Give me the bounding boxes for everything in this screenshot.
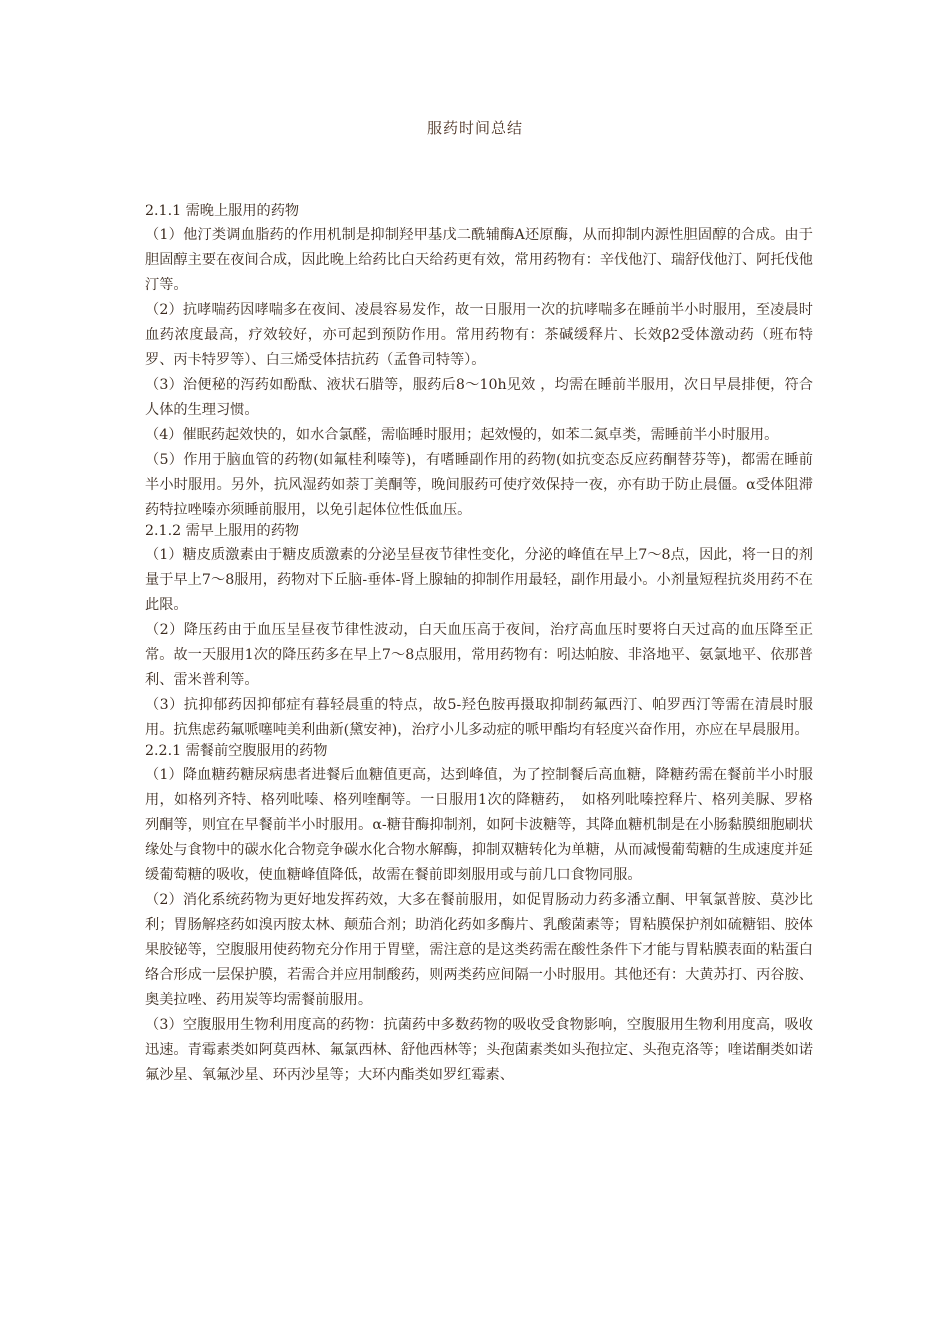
paragraph: （2）抗哮喘药因哮喘多在夜间、凌晨容易发作，故一日服用一次的抗哮喘多在睡前半小时服用，至凌晨时血药浓度最高，疗效较好，亦可起到预防作用。常用药物有：茶碱缓释片、长效β2受体激动药（班布特罗、丙卡特罗等）、白三烯受体拮抗药（孟鲁司特等）。 (145, 302, 813, 368)
paragraph: （1）糖皮质激素由于糖皮质激素的分泌呈昼夜节律性变化，分泌的峰值在早上7～8点，因此，将一日的剂量于早上7～8服用，药物对下丘脑-垂体-肾上腺轴的抑制作用最轻，副作用最小。小剂量短程抗炎用药不在此限。 (145, 547, 813, 613)
section-heading: 2.1.2 需早上服用的药物 (145, 523, 300, 539)
paragraph: （1）他汀类调血脂药的作用机制是抑制羟甲基戊二酰辅酶A还原酶，从而抑制内源性胆固醇的合成。由于胆固醇主要在夜间合成，因此晚上给药比白天给药更有效，常用药物有：辛伐他汀、瑞舒伐他汀、阿托伐他汀等。 (145, 227, 813, 293)
section-heading: 2.1.1 需晚上服用的药物 (145, 203, 300, 219)
paragraph: （3）抗抑郁药因抑郁症有暮轻晨重的特点，故5-羟色胺再摄取抑制药氟西汀、帕罗西汀等需在清晨时服用。抗焦虑药氟哌噻吨美利曲新(黛安神)，治疗小儿多动症的哌甲酯均有轻度兴奋作用，亦应在早晨服用。 (145, 697, 813, 738)
section-heading: 2.2.1 需餐前空腹服用的药物 (145, 743, 328, 759)
document-title: 服药时间总结 (426, 119, 523, 137)
paragraph: （3）空腹服用生物利用度高的药物：抗菌药中多数药物的吸收受食物影响，空腹服用生物利用度高，吸收迅速。青霉素类如阿莫西林、氟氯西林、舒他西林等；头孢菌素类如头孢拉定、头孢克洛等；喹诺酮类如诺氟沙星、氧氟沙星、环丙沙星等；大环内酯类如罗红霉素、 (145, 1017, 813, 1083)
paragraph: （1）降血糖药糖尿病患者进餐后血糖值更高，达到峰值，为了控制餐后高血糖，降糖药需在餐前半小时服用，如格列齐特、格列吡嗪、格列喹酮等。一日服用1次的降糖药， 如格列吡嗪控释片、格列美脲、罗格列酮等，则宜在早餐前半小时服用。α-糖苷酶抑制剂，如阿卡波糖等，其降血糖机制是在小肠黏膜细胞刷状缘处与食物中的碳水化合物竞争碳水化合物水解酶，抑制双糖转化为单糖，从而减慢葡萄糖的生成速度并延缓葡萄糖的吸收，使血糖峰值降低，故需在餐前即刻服用或与前几口食物同服。 (145, 767, 813, 883)
paragraph: （2）降压药由于血压呈昼夜节律性波动，白天血压高于夜间，治疗高血压时要将白天过高的血压降至正常。故一天服用1次的降压药多在早上7～8点服用，常用药物有：吲达帕胺、非洛地平、氨氯地平、依那普利、雷米普利等。 (145, 622, 813, 688)
document-body (145, 200, 813, 1088)
paragraph: （3）治便秘的泻药如酚酞、液状石腊等，服药后8～10h见效 ，均需在睡前半服用，次日早晨排便，符合人体的生理习惯。 (145, 377, 813, 418)
paragraph: （2）消化系统药物为更好地发挥药效，大多在餐前服用，如促胃肠动力药多潘立酮、甲氧氯普胺、莫沙比利；胃肠解痉药如溴丙胺太林、颠茄合剂；助消化药如多酶片、乳酸菌素等；胃粘膜保护剂如硫糖铝、胶体果胶铋等，空腹服用使药物充分作用于胃壁，需注意的是这类药需在酸性条件下才能与胃粘膜表面的粘蛋白络合形成一层保护膜，若需合并应用制酸药，则两类药应间隔一小时服用。其他还有：大黄苏打、丙谷胺、奥美拉唑、药用炭等均需餐前服用。 (145, 892, 813, 1008)
paragraph: （4）催眠药起效快的，如水合氯醛，需临睡时服用；起效慢的，如苯二氮卓类，需睡前半小时服用。 (145, 427, 779, 443)
paragraph: （5）作用于脑血管的药物(如氟桂利嗪等)，有嗜睡副作用的药物(如抗变态反应药酮替芬等)，都需在睡前半小时服用。另外，抗风湿药如萘丁美酮等，晚间服药可使疗效保持一夜，亦有助于防止晨僵。α受体阻滞药特拉唑嗪亦须睡前服用，以免引起体位性低血压。 (145, 452, 813, 518)
